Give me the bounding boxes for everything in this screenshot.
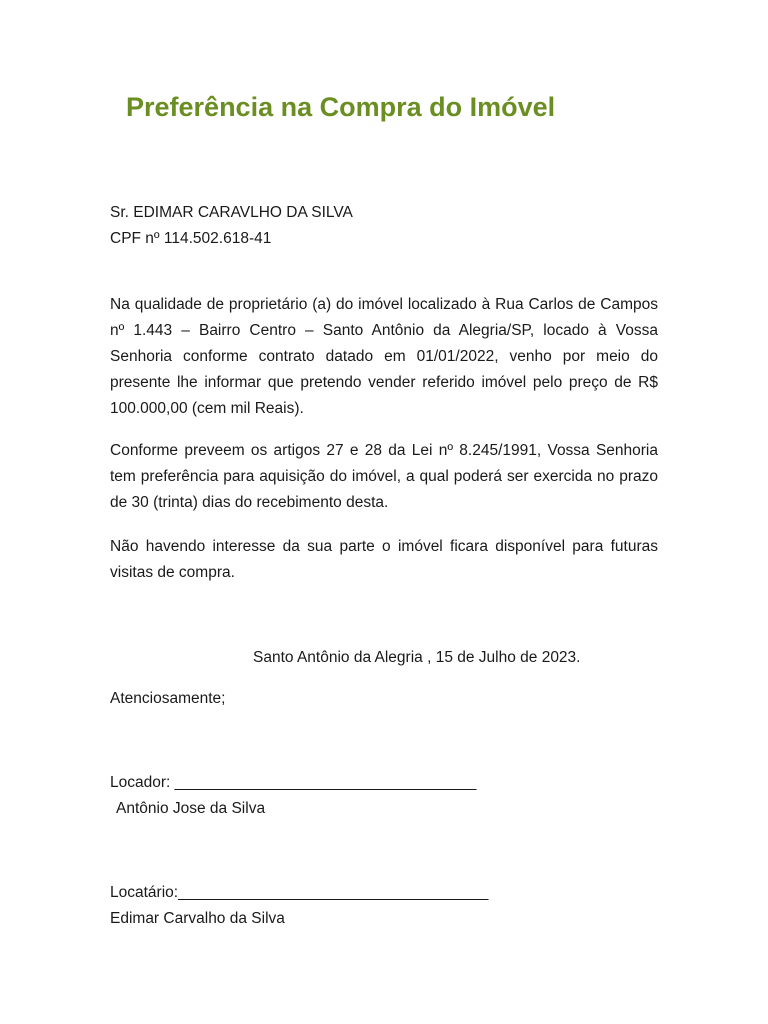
body-paragraph: Na qualidade de proprietário (a) do imóvel localizado à Rua Carlos de Campos nº 1.443 – Bairro Centro – Santo Antônio da Alegria/SP, locado à Vossa Senhoria conforme contrato datado em 01/01/2022, venho por meio do presente lhe informar que pretendo vender referido imóvel pelo preço de R$ 100.000,00 (cem mil Reais).: [110, 296, 658, 417]
landlord-signature-line: Locador: ___________________________________: [110, 774, 477, 791]
addressee-name: Sr. EDIMAR CARAVLHO DA SILVA: [110, 204, 353, 221]
tenant-signature-block: [110, 880, 488, 932]
date-line: Santo Antônio da Alegria , 15 de Julho de 2023.: [253, 649, 581, 666]
tenant-name: Edimar Carvalho da Silva: [110, 910, 285, 927]
closing-salutation: Atenciosamente;: [110, 690, 226, 707]
addressee-block: [110, 200, 658, 252]
addressee-cpf: CPF nº 114.502.618-41: [110, 230, 272, 247]
tenant-signature-line: Locatário:____________________________________: [110, 884, 489, 901]
body-paragraph: Não havendo interesse da sua parte o imóvel ficara disponível para futuras visitas de compra.: [110, 538, 658, 581]
landlord-name: Antônio Jose da Silva: [116, 800, 266, 817]
document-title: Preferência na Compra do Imóvel: [126, 92, 556, 122]
landlord-signature-block: [110, 770, 476, 822]
body-paragraph: Conforme preveem os artigos 27 e 28 da Lei nº 8.245/1991, Vossa Senhoria tem preferência para aquisição do imóvel, a qual poderá ser exercida no prazo de 30 (trinta) dias do recebimento desta.: [110, 442, 658, 511]
